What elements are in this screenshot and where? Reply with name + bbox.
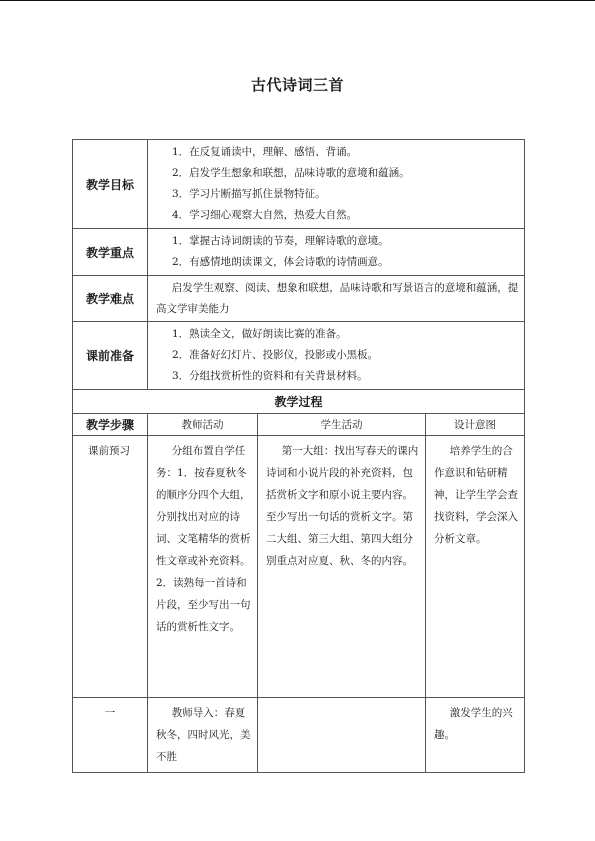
objective-item: 4．学习细心观察大自然，热爱大自然。 bbox=[172, 209, 358, 221]
key-point-item: 1．掌握古诗词朗读的节奏，理解诗歌的意境。 bbox=[172, 235, 389, 247]
step-cell: 一 bbox=[73, 698, 148, 773]
difficulties-content bbox=[148, 276, 525, 322]
column-header-student: 学生活动 bbox=[258, 414, 426, 436]
design-intent-cell: 激发学生的兴趣。 bbox=[426, 698, 525, 773]
preparation-content bbox=[148, 322, 525, 390]
objectives-label: 教学目标 bbox=[73, 140, 148, 229]
objective-item: 2．启发学生想象和联想，品味诗歌的意境和蕴涵。 bbox=[172, 167, 410, 179]
teacher-activity-cell: 教师导入：春夏秋冬，四时风光，美不胜 bbox=[148, 698, 258, 773]
process-title: 教学过程 bbox=[73, 390, 525, 414]
objective-item: 1．在反复诵读中，理解、感悟、背诵。 bbox=[172, 146, 358, 158]
column-header-row bbox=[73, 414, 525, 436]
design-intent-cell: 培养学生的合作意识和钻研精神，让学生学会查找资料，学会深入分析文章。 bbox=[426, 436, 525, 698]
objective-item: 3．学习片断描写抓住景物特征。 bbox=[172, 188, 326, 200]
key-points-row bbox=[73, 229, 525, 276]
process-header-row bbox=[73, 390, 525, 414]
objectives-row bbox=[73, 140, 525, 229]
difficulties-label: 教学难点 bbox=[73, 276, 148, 322]
preparation-item: 3．分组找赏析性的资料和有关背景材料。 bbox=[172, 370, 368, 382]
difficulties-text: 启发学生观察、阅读、想象和联想，品味诗歌和写景语言的意境和蕴涵，提高文学审美能力 bbox=[156, 282, 519, 315]
preparation-item: 1．熟读全文，做好朗读比赛的准备。 bbox=[172, 328, 347, 340]
table-row bbox=[73, 436, 525, 698]
preparation-row bbox=[73, 322, 525, 390]
column-header-teacher: 教师活动 bbox=[148, 414, 258, 436]
page-top-rule bbox=[0, 0, 595, 1]
student-activity-cell: 第一大组：找出写春天的课内诗词和小说片段的补充资料，包括赏析文字和原小说主要内容。至少写出一句话的赏析文字。第二大组、第三大组、第四大组分别重点对应夏、秋、冬的内容。 bbox=[258, 436, 426, 698]
step-cell: 课前预习 bbox=[73, 436, 148, 698]
column-header-intent: 设计意图 bbox=[426, 414, 525, 436]
teacher-activity-cell: 分组布置自学任务：1．按春夏秋冬的顺序分四个大组，分别找出对应的诗词、文笔精华的赏析性文章或补充资料。2．读熟每一首诗和片段，至少写出一句话的赏析性文字。 bbox=[148, 436, 258, 698]
column-header-step: 教学步骤 bbox=[73, 414, 148, 436]
preparation-item: 2．准备好幻灯片、投影仪，投影或小黑板。 bbox=[172, 349, 379, 361]
table-row bbox=[73, 698, 525, 773]
key-points-content bbox=[148, 229, 525, 276]
preparation-label: 课前准备 bbox=[73, 322, 148, 390]
document-title: 古代诗词三首 bbox=[250, 76, 344, 94]
key-points-label: 教学重点 bbox=[73, 229, 148, 276]
objectives-content bbox=[148, 140, 525, 229]
key-point-item: 2．有感情地朗读课文，体会诗歌的诗情画意。 bbox=[172, 256, 389, 268]
difficulties-row bbox=[73, 276, 525, 322]
lesson-plan-table bbox=[72, 139, 525, 773]
student-activity-cell bbox=[258, 698, 426, 773]
